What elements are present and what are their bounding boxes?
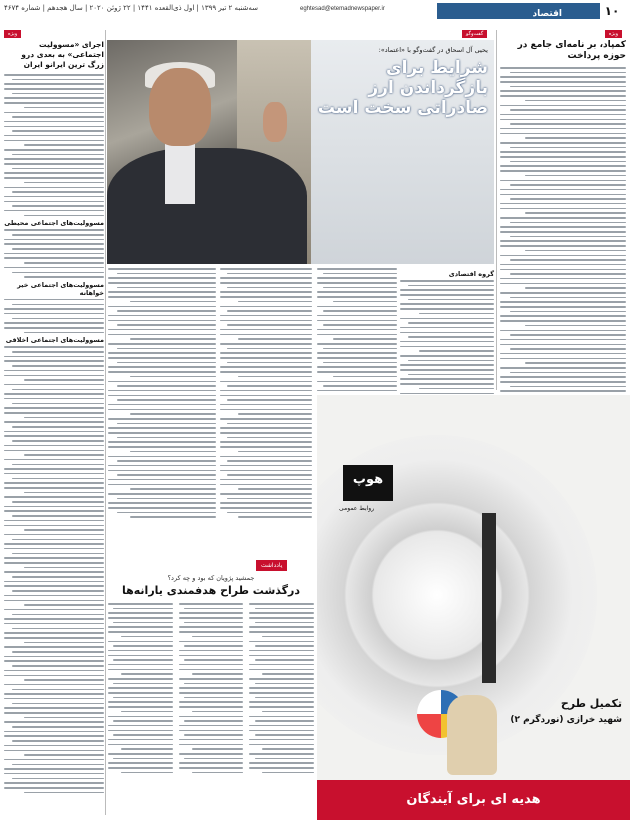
left-column-subhead-3: مسوولیت‌های اجتماعی اخلاقی [5,336,104,345]
ad-line-1: تکمیل طرح [560,697,622,710]
left-column-subhead-2: مسوولیت‌های اجتماعی خیر خواهانه [17,280,104,297]
ad-gift-banner: هدیه ای برای آیندگان [317,780,630,820]
section-band [437,3,602,19]
column-divider [105,30,106,815]
ad-lock-graphic [482,513,496,683]
ad-logo: هوپ [343,465,393,501]
left-column-subhead-1: مسوولیت‌های اجتماعی محیطی [4,219,104,228]
ad-child-graphic [447,695,497,775]
bottom-story-kicker: جمشید پژویان که بود و چه کرد؟ [167,574,255,582]
ad-line-2: شهید خرازی (نوردگرم ۲) [510,715,622,725]
lead-story-body-col-4 [108,268,216,521]
interview-photo [107,40,311,264]
page-number: ۱۰ [600,3,624,19]
bottom-story-body [108,603,314,776]
page-header [0,0,630,22]
lead-story-body-col-3 [220,268,312,521]
bottom-story-tag: یادداشت [256,560,287,571]
left-column-tag: ویژه [4,30,21,38]
lead-story-tag: گفت‌وگو [462,30,487,38]
right-column-tag: ویژه [605,30,622,38]
section-title: اقتصاد [532,9,562,19]
bottom-story-title: درگذشت طراح هدفمندی یارانه‌ها [122,584,300,597]
lead-story-title: شرایط برای بازگرداندن ارز صادراتی سخت است [317,58,488,118]
left-column-article [4,40,104,796]
left-column-title: اجرای «مسوولیت اجتماعی» به بعدی درو زرگ ترین ایرانو ایران [21,40,104,69]
lead-story-kicker: یحیی آل اسحاق در گفت‌وگو با «اعتماد»: [378,46,488,54]
bottom-story [108,574,314,776]
lead-story-headline-block [311,40,494,264]
advertisement [317,395,630,820]
ad-logo-caption: روابط عمومی [339,505,375,512]
dateline: سه‌شنبه ۲ تیر ۱۳۹۹ | اول ذی‌القعده ۱۴۴۱ | ۲۲ ژوئن ۲۰۲۰ | سال هجدهم | شماره ۴۶۷۴ [4,4,258,12]
section-email[interactable]: eghtesad@etemadnewspaper.ir [300,6,385,12]
right-column-title: کمپاد، بر نامه‌ای جامع در حوزه پرداخت [517,40,626,61]
lead-story-body-col-2 [317,268,397,409]
lead-story-subhead: گروه اقتصادی [448,270,494,278]
column-divider [496,30,497,390]
